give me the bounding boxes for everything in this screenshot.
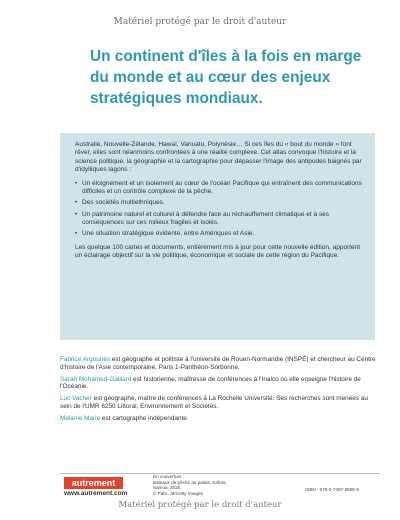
summary-bullet-list [75, 180, 365, 239]
author-bio [60, 356, 380, 372]
author-name: Fabrice Argounès [60, 356, 111, 363]
isbn-number: ISBN : 978-2-7467-5605-6 [305, 487, 359, 492]
author-description: est historienne, maîtresse de conférences à l'Inalco où elle enseigne l'histoire de l'Océanie. [60, 375, 361, 391]
publisher-logo: autrement [64, 477, 123, 489]
back-cover-headline: Un continent d'îles à la fois en marge du monde et au cœur des enjeux stratégiques mondiaux. [90, 48, 362, 107]
author-bio [60, 376, 380, 392]
summary-bullet: • Une situation stratégique évidente, entre Amériques et Asie. [75, 230, 365, 238]
summary-intro: Australie, Nouvelle-Zélande, Hawaï, Vanuatu, Polynésie… Si ces îles du « bout du monde » font rêver, elles sont néanmoins confrontées à une réalité complexe. Cet atlas convoque l'histoire et la science politique, la géographie et la cartographie pour dépasser l'image des antipodes baignés par d'idylliques lagons : [75, 141, 362, 173]
author-bios [60, 356, 380, 427]
summary-outro: Les quelque 100 cartes et documents, entièrement mis à jour pour cette nouvelle édition, apportent un éclairage objectif sur la vie politique, économique et sociale de cette région du Pacifique. [75, 243, 361, 260]
author-name: Mélanie Marie [60, 414, 101, 422]
author-name: Sarah Mohamed-Gaillard [60, 375, 132, 383]
publisher-website: www.autrement.com [64, 490, 128, 497]
author-description: est cartographe indépendante. [100, 414, 189, 422]
author-description: est géographe, maître de conférences à La Rochelle Université. Ses recherches sont menées au sein de l'UMR 6250 Littoral, Environnement et Sociétés. [60, 395, 368, 410]
summary-panel [60, 133, 375, 340]
copyright-watermark-top: Matériel protégé par le droit d'auteur [113, 17, 287, 27]
copyright-watermark-bottom: Matériel protégé par le droit d'auteur [118, 500, 282, 510]
author-bio [60, 415, 380, 423]
author-bio [60, 395, 380, 411]
summary-bullet: • Des sociétés multiethniques. [75, 199, 365, 207]
author-name: Luc Vacher [60, 395, 92, 403]
summary-bullet: • Un patrimoine naturel et culturel à défendre face au réchauffement climatique et à ses conséquences sur ces milieux fragiles et isolés. [75, 211, 365, 228]
summary-bullet: • Un éloignement et un isolement au cœur de l'océan Pacifique qui entraînent des communications difficiles et un contrôle complexe de la pêche. [75, 180, 365, 197]
author-description: est géographe et politiste à l'université de Rouen-Normandie (INSPÉ) et chercheur au Centre d'histoire de l'Asie contemporaine, Paris 1-Panthéon-Sorbonne. [60, 356, 376, 371]
cover-photo-credit: En couverture : Bateaux de pêche au palais, Safota, Samoa, 2020. © Pabl...ld/Getty Images [153, 474, 227, 496]
